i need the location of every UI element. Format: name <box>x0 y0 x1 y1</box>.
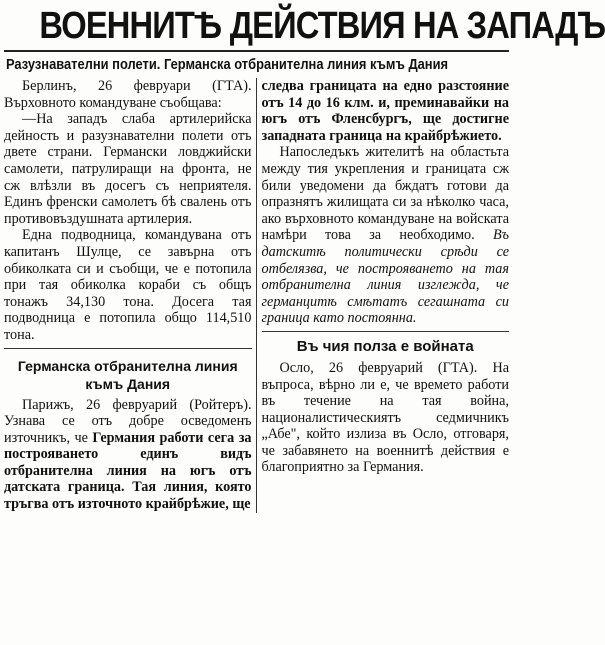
left-section-title: Германска отбранителна линия къмъ Дания <box>17 357 238 392</box>
right-paragraph-2-text: Напоследъкъ жителитѣ на областьта между тия укрепления и границата сж били уведомени да бждатъ готови да опразнятъ жилищата си за нѣколко часа, ако върховното командуване на войската намѣри това за необходимо. <box>261 144 509 244</box>
right-paragraph-3: Осло, 26 февруарий (ГТА). На въпроса, вѣрно ли е, че времето работи въ течение на тая война, националистическиятъ седмичникъ „Абе", който излиза въ Осло, отговаря, че забавянето на военнитѣ действия е благоприятно за Германия. <box>261 359 509 476</box>
right-section-title: Въ чия полза е войната <box>296 337 474 355</box>
newspaper-page <box>0 2 605 645</box>
left-paragraph-1: Берлинъ, 26 февруари (ГТА). Върховното командуване съобщава: <box>4 78 252 111</box>
right-paragraph-1: следва границата на едно разстояние отъ 14 до 16 клм. и, преминавайки на югъ отъ Фленсбургъ, ще достигне западната граница на крайбрѣжието. <box>261 78 509 144</box>
section-divider-right <box>262 331 510 332</box>
headline: ВОЕННИТѢ ДЕЙСТВИЯ НА ЗАПАДЪ <box>39 5 605 47</box>
right-paragraph-2-italic: Въ датскитѣ политически срѣди се отбелязва, че построяването на тая отбранителна линия изглежда, че германцитѣ смѣтатъ сегашната си граница като постоянна. <box>261 227 509 327</box>
left-paragraph-4 <box>4 397 252 513</box>
headline-rule <box>4 50 509 52</box>
left-paragraph-4-start: Парижъ, 26 февруарий (Ройтеръ). Узнава се отъ добре осведоменъ източникъ, че <box>4 396 252 446</box>
article-columns <box>4 78 509 513</box>
left-paragraph-2: —На западъ слаба артилерийска дейность и разузнавателни полети отъ двете страни. Германски ловджийски самолети, патрулиращи на фронта, не сж влѣзли въ досегъ съ неприятеля. Единъ френски самолетъ бѣ свалень отъ противовъздушната артилерия. <box>4 111 252 227</box>
left-paragraph-4-bold: Германия работи сега за построяването единъ видъ отбранителна линия на югъ отъ датската граница. Тая линия, която тръгва отъ източното крайбрѣжие, ще <box>4 429 252 513</box>
right-paragraph-2 <box>262 144 510 327</box>
section-divider <box>4 348 252 349</box>
right-column <box>257 78 510 513</box>
subheadline: Разузнавателни полети. Германска отбранителна линия къмъ Дания <box>6 56 449 73</box>
left-paragraph-3: Една подводница, командувана отъ капитанъ Шулце, се завърна отъ обиколката си и съобщи, че е потопила при тая обиколка кораби съ общъ тонажъ 34,130 тона. Досега тая подводница е потопила общо 114,510 тона. <box>4 227 252 343</box>
left-column <box>4 78 257 513</box>
